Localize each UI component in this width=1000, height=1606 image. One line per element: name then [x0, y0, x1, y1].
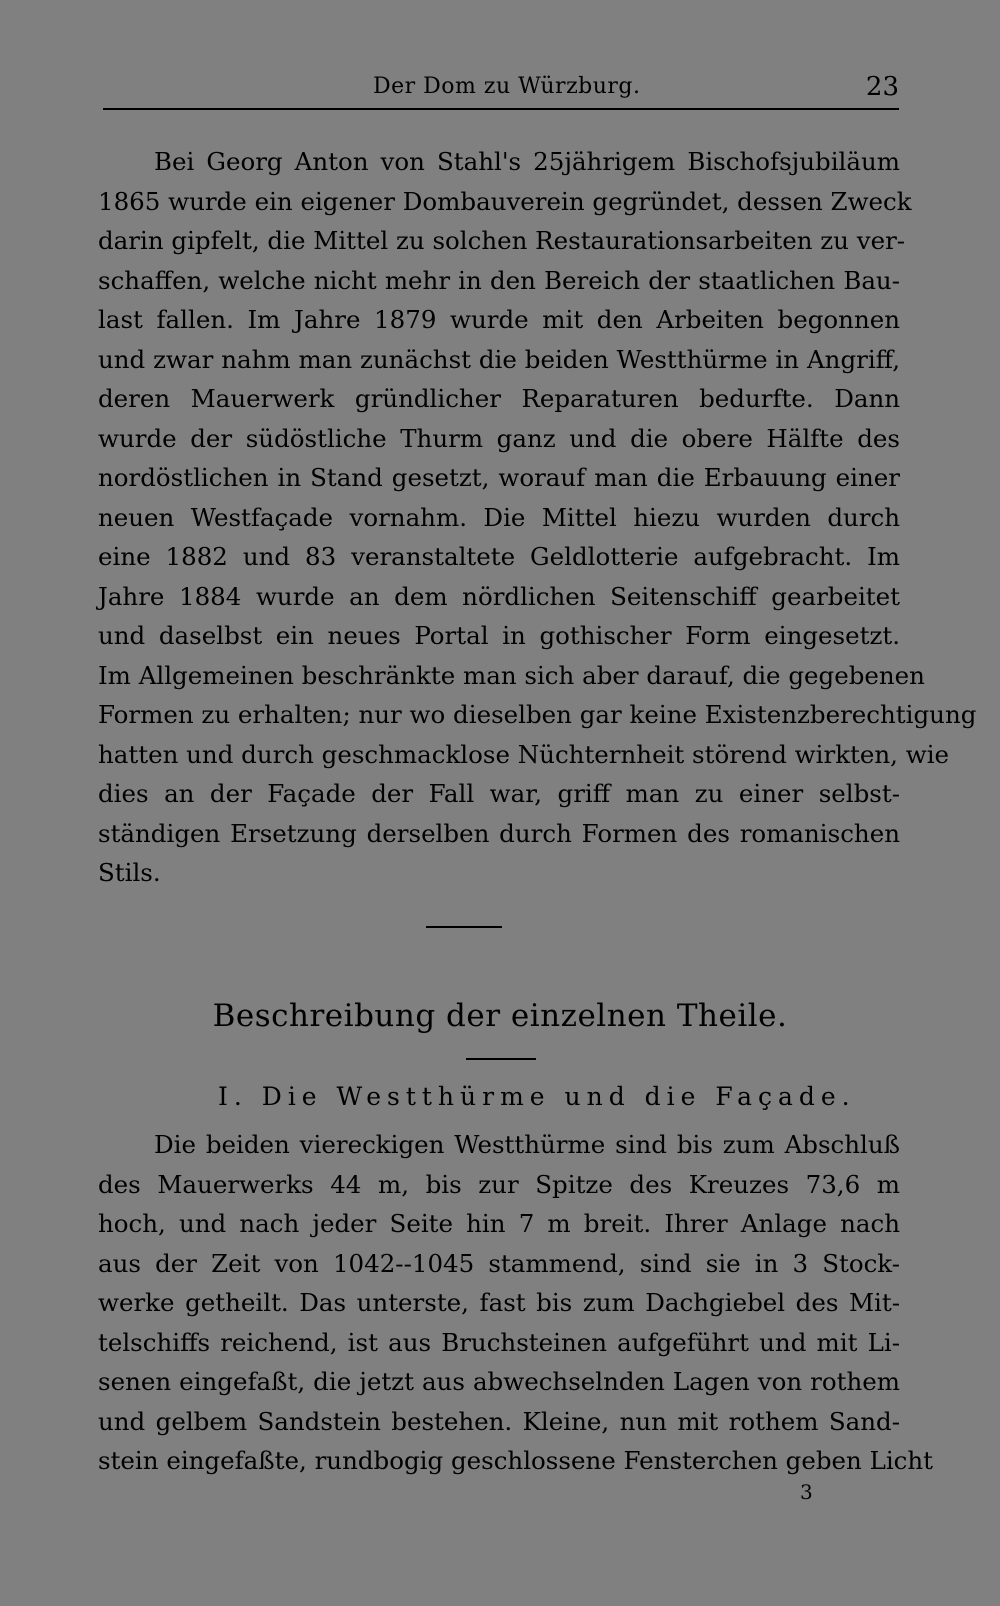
text-line: eine 1882 und 83 veranstaltete Geldlotterie aufgebracht. Im: [98, 542, 900, 571]
sub-heading: I. Die Westthürme und die Façade.: [218, 1082, 856, 1111]
page-number: 23: [865, 72, 899, 102]
text-line: telschiffs reichend, ist aus Bruchsteinen aufgeführt und mit Li-: [98, 1327, 900, 1357]
text-line: Im Allgemeinen beschränkte man sich aber darauf, die gegebenen: [98, 660, 925, 690]
text-line: 1865 wurde ein eigener Dombauverein gegründet, dessen Zweck: [98, 186, 912, 216]
paragraph-1: [98, 142, 977, 893]
text-line: und zwar nahm man zunächst die beiden Westthürme in Angriff,: [98, 344, 900, 374]
text-line: Formen zu erhalten; nur wo dieselben gar keine Existenzberechtigung: [98, 700, 977, 729]
signature-mark: 3: [800, 1480, 813, 1504]
text-line: aus der Zeit von 1042--1045 stammend, sind sie in 3 Stock-: [98, 1248, 900, 1278]
text-line: senen eingefaßt, die jetzt aus abwechselnden Lagen von rothem: [98, 1367, 900, 1396]
section-separator: [426, 926, 502, 928]
text-line: deren Mauerwerk gründlicher Reparaturen bedurfte. Dann: [98, 384, 900, 413]
text-line: darin gipfelt, die Mittel zu solchen Restaurationsarbeiten zu ver-: [98, 226, 906, 255]
text-line: neuen Westfaçade vornahm. Die Mittel hiezu wurden durch: [98, 502, 900, 532]
text-line: hoch, und nach jeder Seite hin 7 m breit. Ihrer Anlage nach: [98, 1209, 900, 1238]
text-line: last fallen. Im Jahre 1879 wurde mit den Arbeiten begonnen: [98, 305, 900, 334]
text-line: Die beiden viereckigen Westthürme sind bis zum Abschluß: [154, 1130, 900, 1159]
text-line: ständigen Ersetzung derselben durch Formen des romanischen: [98, 818, 900, 848]
text-line: wurde der südöstliche Thurm ganz und die obere Hälfte des: [98, 423, 900, 453]
text-line: hatten und durch geschmacklose Nüchternheit störend wirkten, wie: [98, 739, 950, 769]
text-line: und gelbem Sandstein bestehen. Kleine, nun mit rothem Sand-: [98, 1406, 900, 1436]
text-line: dies an der Façade der Fall war, griff man zu einer selbst-: [98, 779, 900, 808]
text-line: Stils.: [98, 858, 161, 887]
text-line: und daselbst ein neues Portal in gothischer Form eingesetzt.: [98, 621, 900, 650]
text-line: des Mauerwerks 44 m, bis zur Spitze des Kreuzes 73,6 m: [98, 1169, 900, 1199]
text-line: Bei Georg Anton von Stahl's 25jährigem Bischofsjubiläum: [154, 147, 900, 176]
running-head: [103, 68, 899, 110]
paragraph-2: [98, 1125, 934, 1481]
text-line: schaffen, welche nicht mehr in den Bereich der staatlichen Bau-: [98, 265, 900, 295]
text-line: werke getheilt. Das unterste, fast bis zum Dachgiebel des Mit-: [98, 1288, 900, 1317]
section-heading: Beschreibung der einzelnen Theile.: [212, 998, 788, 1034]
running-title: Der Dom zu Würzburg.: [373, 74, 641, 99]
heading-rule: [466, 1058, 536, 1060]
text-line: nordöstlichen in Stand gesetzt, worauf man die Erbauung einer: [98, 463, 900, 492]
text-line: Jahre 1884 wurde an dem nördlichen Seitenschiff gearbeitet: [98, 581, 900, 611]
text-line: stein eingefaßte, rundbogig geschlossene Fensterchen geben Licht: [98, 1446, 934, 1475]
